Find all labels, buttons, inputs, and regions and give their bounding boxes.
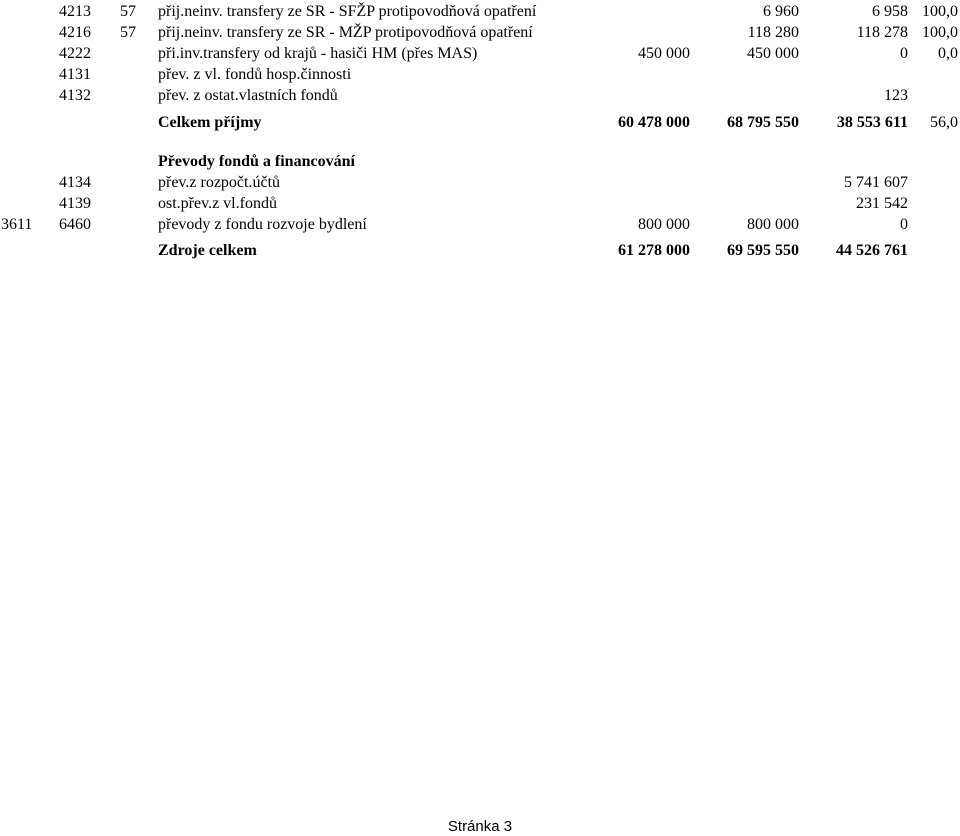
schvaleny-cell: 450 000	[638, 45, 690, 62]
page-number: Stránka 3	[447, 818, 513, 835]
upraveny-cell: 118 280	[747, 24, 799, 41]
total-plneni: 56,0	[930, 114, 958, 131]
paragraf-cell: 3611	[1, 216, 33, 233]
text-cell: při.inv.transfery od krajů - hasiči HM (přes MAS)	[158, 45, 478, 62]
polozka-cell: 4213	[59, 3, 91, 20]
polozka-cell: 4132	[59, 87, 91, 104]
total-skutecnost: 44 526 761	[836, 242, 908, 259]
plneni-cell: 100,0	[922, 24, 958, 41]
skutecnost-cell: 0	[900, 216, 908, 233]
polozka-cell: 4131	[59, 66, 91, 83]
polozka-cell: 6460	[59, 216, 91, 233]
skutecnost-cell: 0	[900, 45, 908, 62]
polozka-cell: 4134	[59, 174, 91, 191]
text-cell: přij.neinv. transfery ze SR - MŽP protipovodňová opatření	[158, 24, 533, 41]
text-cell: přev. z vl. fondů hosp.činnosti	[158, 66, 352, 83]
plneni-cell: 0,0	[938, 45, 958, 62]
upraveny-cell: 450 000	[747, 45, 799, 62]
skutecnost-cell: 123	[884, 87, 908, 104]
text-cell: převody z fondu rozvoje bydlení	[158, 216, 367, 233]
total-schvaleny: 60 478 000	[618, 114, 690, 131]
skutecnost-cell: 6 958	[872, 3, 908, 20]
text-cell: přij.neinv. transfery ze SR - SFŽP protipovodňová opatření	[158, 3, 537, 20]
total-schvaleny: 61 278 000	[618, 242, 690, 259]
polozka-cell: 4216	[59, 24, 91, 41]
skutecnost-cell: 118 278	[856, 24, 908, 41]
total-label: Celkem příjmy	[158, 114, 262, 131]
text-cell: přev. z ostat.vlastních fondů	[158, 87, 338, 104]
total-upraveny: 68 795 550	[727, 114, 799, 131]
section-heading: Převody fondů a financování	[158, 153, 355, 170]
text-cell: přev.z rozpočt.účtů	[158, 174, 281, 191]
total-skutecnost: 38 553 611	[836, 114, 908, 131]
skutecnost-cell: 5 741 607	[844, 174, 908, 191]
plneni-cell: 100,0	[922, 3, 958, 20]
upraveny-cell: 6 960	[763, 3, 799, 20]
ucel-cell: 57	[120, 3, 136, 20]
polozka-cell: 4222	[59, 45, 91, 62]
total-label: Zdroje celkem	[158, 242, 257, 259]
text-cell: ost.přev.z vl.fondů	[158, 195, 277, 212]
schvaleny-cell: 800 000	[638, 216, 690, 233]
total-upraveny: 69 595 550	[727, 242, 799, 259]
ucel-cell: 57	[120, 24, 136, 41]
skutecnost-cell: 231 542	[856, 195, 908, 212]
polozka-cell: 4139	[59, 195, 91, 212]
upraveny-cell: 800 000	[747, 216, 799, 233]
